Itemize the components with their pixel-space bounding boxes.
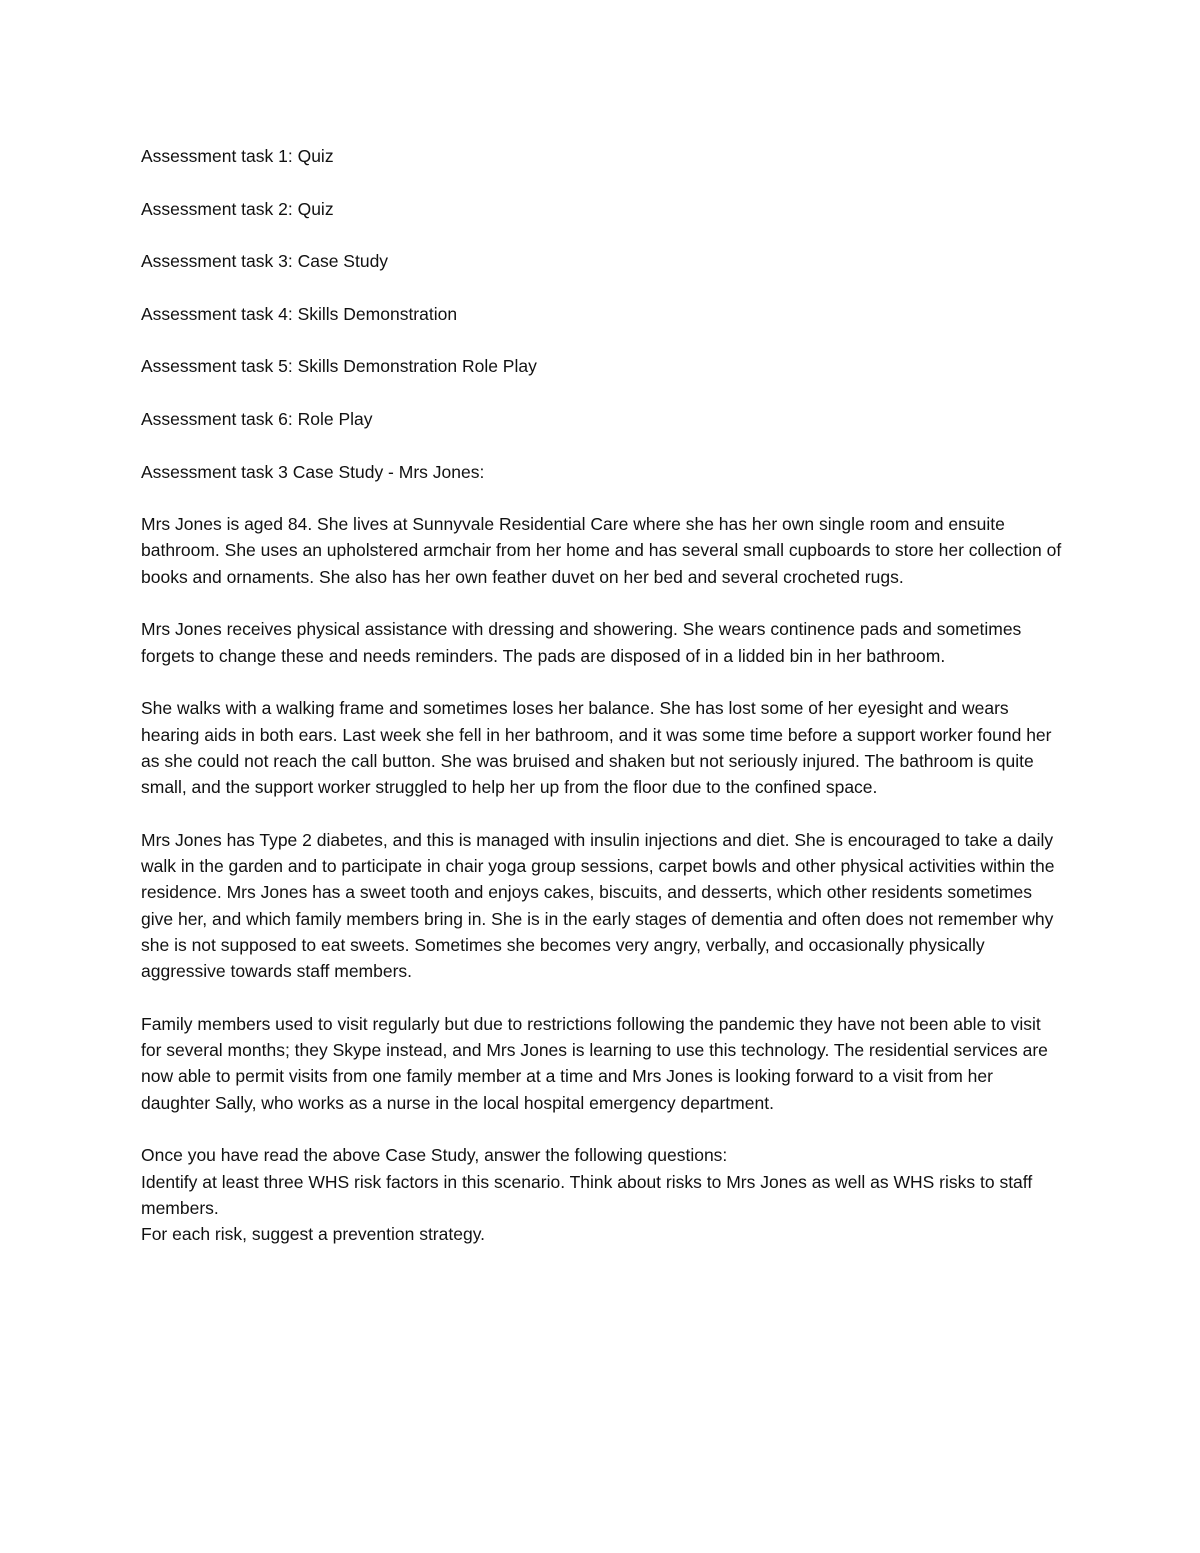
- question-2: For each risk, suggest a prevention strategy.: [141, 1224, 486, 1245]
- document-body: [141, 143, 1066, 1247]
- case-study-paragraph-2: Mrs Jones receives physical assistance with dressing and showering. She wears continence pads and sometimes forgets to change these and needs reminders. The pads are disposed of in a lidded bin in her bathroom.: [141, 619, 1022, 666]
- question-1: Identify at least three WHS risk factors in this scenario. Think about risks to Mrs Jones as well as WHS risks to staff members.: [141, 1171, 1033, 1218]
- assessment-task-1: Assessment task 1: Quiz: [141, 146, 334, 166]
- case-study-paragraph-3: She walks with a walking frame and sometimes loses her balance. She has lost some of her eyesight and wears hearing aids in both ears. Last week she fell in her bathroom, and it was some time before a support worker found her as she could not reach the call button. She was bruised and shaken but not seriously injured. The bathroom is quite small, and the support worker struggled to help her up from the floor due to the confined space.: [141, 698, 1052, 798]
- case-study-title: Assessment task 3 Case Study - Mrs Jones:: [141, 461, 485, 482]
- assessment-task-3: Assessment task 3: Case Study: [141, 251, 389, 272]
- assessment-task-6: Assessment task 6: Role Play: [141, 408, 373, 429]
- questions-intro: Once you have read the above Case Study, answer the following questions:: [141, 1145, 728, 1166]
- case-study-paragraph-1: Mrs Jones is aged 84. She lives at Sunnyvale Residential Care where she has her own single room and ensuite bathroom. She uses an upholstered armchair from her home and has several small cupboards to store her collection of books and ornaments. She also has her own feather duvet on her bed and several crocheted rugs.: [141, 514, 1062, 587]
- case-study-paragraph-4: Mrs Jones has Type 2 diabetes, and this is managed with insulin injections and diet. She is encouraged to take a daily walk in the garden and to participate in chair yoga group sessions, carpet bowls and other physical activities within the residence. Mrs Jones has a sweet tooth and enjoys cakes, biscuits, and desserts, which other residents sometimes give her, and which family members bring in. She is in the early stages of dementia and often does not remember why she is not supposed to eat sweets. Sometimes she becomes very angry, verbally, and occasionally physically aggressive towards staff members.: [141, 829, 1055, 982]
- assessment-task-4: Assessment task 4: Skills Demonstration: [141, 303, 458, 324]
- assessment-task-2: Assessment task 2: Quiz: [141, 198, 334, 219]
- case-study-paragraph-5: Family members used to visit regularly but due to restrictions following the pandemic they have not been able to visit for several months; they Skype instead, and Mrs Jones is learning to use this technology. The residential services are now able to permit visits from one family member at a time and Mrs Jones is looking forward to a visit from her daughter Sally, who works as a nurse in the local hospital emergency department.: [141, 1013, 1048, 1113]
- assessment-task-5: Assessment task 5: Skills Demonstration Role Play: [141, 356, 537, 377]
